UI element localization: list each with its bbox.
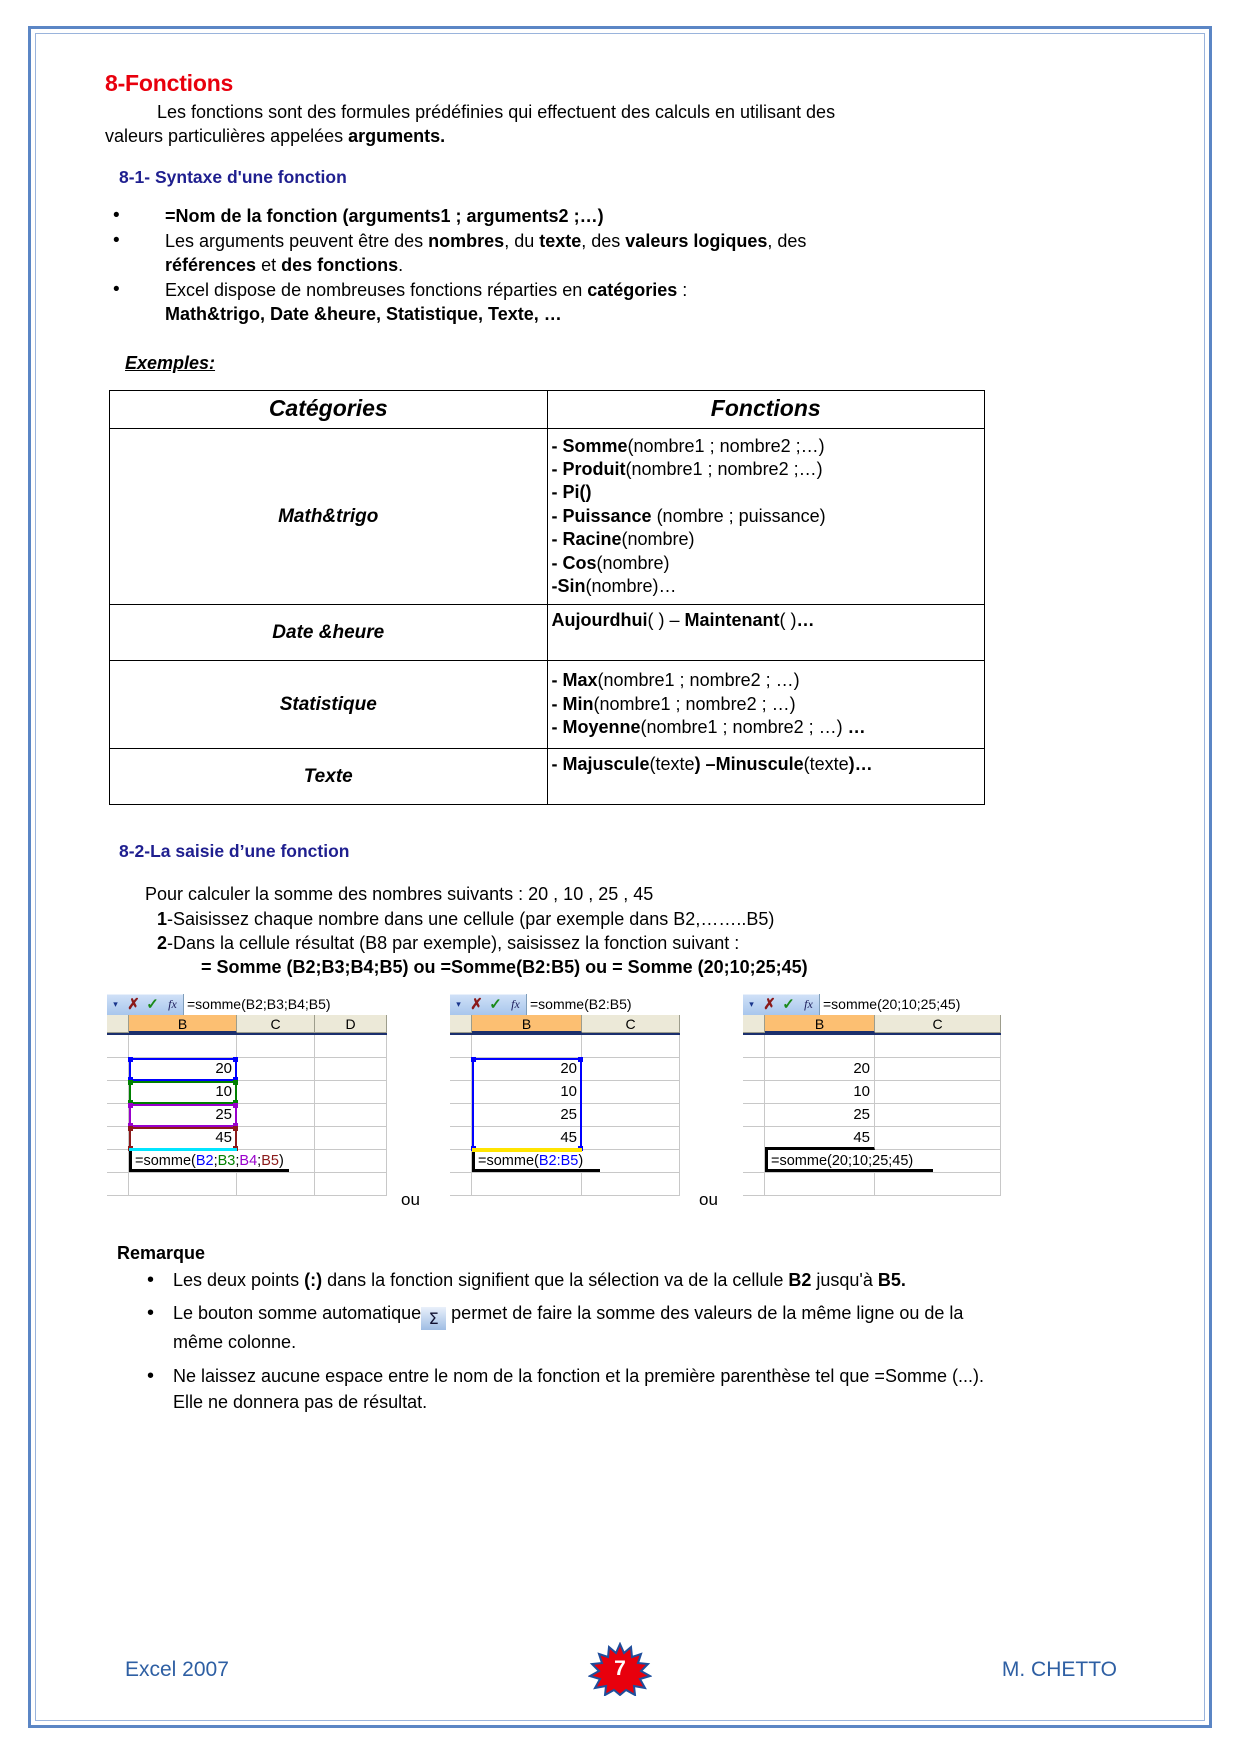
formula-token: B2:B5 xyxy=(538,1152,579,1169)
fn-bullet: - xyxy=(551,670,563,691)
formula-token: B4 xyxy=(239,1152,258,1169)
fn-name: Somme xyxy=(562,435,628,456)
fn-args: (nombre1 ; nombre2 ;…) xyxy=(625,459,823,480)
cell-b3[interactable]: 10 xyxy=(472,1081,582,1103)
formula-token: =somme( xyxy=(135,1152,196,1169)
cell-functions xyxy=(547,749,985,805)
list-item xyxy=(105,1268,1005,1294)
cell-b5[interactable]: 45 xyxy=(472,1127,582,1149)
syntax-bullet-2-h: références xyxy=(165,254,257,275)
fn-args: (texte xyxy=(649,754,695,775)
fn-args: ( ) – xyxy=(647,610,685,631)
grid-row xyxy=(450,1081,680,1104)
syntax-bullet-2-e: , des xyxy=(581,230,626,251)
cell-category: Texte xyxy=(110,749,548,805)
table-row xyxy=(110,749,985,805)
confirm-icon[interactable]: ✓ xyxy=(489,996,502,1014)
grid-row xyxy=(107,1058,387,1081)
cell-category: Statistique xyxy=(110,661,548,749)
fn-name: Produit xyxy=(562,459,626,480)
step-number-2: 2 xyxy=(157,932,168,953)
grid-row xyxy=(107,1127,387,1150)
formula-token: ) xyxy=(278,1152,284,1169)
cell-b2[interactable]: 20 xyxy=(765,1058,875,1080)
list-item xyxy=(105,1364,1005,1415)
grid-row xyxy=(743,1173,1001,1196)
remarque-1-colon: (:) xyxy=(304,1269,323,1290)
grid-row xyxy=(743,1104,1001,1127)
formula-input-1[interactable]: =somme(B2;B3;B4;B5) xyxy=(183,994,387,1015)
select-all-corner[interactable] xyxy=(107,1015,129,1033)
fn-bullet: - xyxy=(551,717,563,738)
cell-functions xyxy=(547,605,985,661)
syntax-bullet-2-f: valeurs logiques xyxy=(625,230,768,251)
intro-line-2-text: valeurs particulières appelées xyxy=(105,125,349,146)
syntax-bullet-2-i: et xyxy=(256,254,282,275)
chevron-down-icon[interactable]: ▾ xyxy=(749,999,754,1010)
remarque-1-b: dans la fonction signifient que la sélection va de la cellule xyxy=(322,1269,789,1290)
grid-2 xyxy=(450,1035,680,1196)
syntax-bullet-2-d: texte xyxy=(539,230,582,251)
grid-row xyxy=(743,1150,1001,1173)
grid-row xyxy=(743,1058,1001,1081)
chevron-down-icon[interactable]: ▾ xyxy=(456,999,461,1010)
autosum-icon[interactable]: Σ xyxy=(421,1307,446,1330)
column-header-b[interactable]: B xyxy=(765,1015,875,1033)
syntax-bullet-3-categories: Math&trigo, Date &heure, Statistique, Texte, … xyxy=(165,303,562,324)
cancel-icon[interactable]: ✗ xyxy=(127,996,140,1014)
page-title: 8-Fonctions xyxy=(105,70,234,96)
cancel-icon[interactable]: ✗ xyxy=(763,996,776,1014)
examples-label: Exemples: xyxy=(125,353,216,374)
remarque-1-b2: B2 xyxy=(788,1269,812,1290)
cancel-icon[interactable]: ✗ xyxy=(470,996,483,1014)
confirm-icon[interactable]: ✓ xyxy=(146,996,159,1014)
function-line xyxy=(552,481,981,504)
fn-name: Pi() xyxy=(562,482,592,503)
column-header-c[interactable]: C xyxy=(875,1015,1001,1033)
page-number-badge xyxy=(588,1642,652,1696)
grid-row xyxy=(107,1104,387,1127)
remarque-title: Remarque xyxy=(117,1242,206,1263)
fn-name: Max xyxy=(562,670,598,691)
heading-8-1: 8-1- Syntaxe d'une fonction xyxy=(119,166,347,187)
page-number: 7 xyxy=(614,1657,626,1680)
grid-row xyxy=(107,1035,387,1058)
fn-bullet: - xyxy=(551,529,563,550)
fn-bullet: - xyxy=(551,576,558,597)
grid-row xyxy=(107,1173,387,1196)
fn-name: Min xyxy=(562,693,594,714)
column-headers-2 xyxy=(450,1015,680,1035)
table-row xyxy=(110,661,985,749)
fn-name: Aujourdhui xyxy=(551,610,648,631)
grid-row xyxy=(450,1127,680,1150)
cell-b4[interactable]: 25 xyxy=(129,1104,237,1126)
fn-bullet: - xyxy=(551,435,563,456)
formula-bar-3[interactable] xyxy=(743,994,1001,1015)
syntax-bullet-list xyxy=(105,204,1005,327)
syntax-bullet-3-b: catégories xyxy=(587,279,678,300)
syntax-bullet-2-k: . xyxy=(398,254,404,275)
function-line xyxy=(552,528,981,551)
step-text-2: -Dans la cellule résultat (B8 par exemple), saisissez la fonction suivant : xyxy=(167,932,740,953)
document-content xyxy=(105,70,1005,1423)
function-icon[interactable]: fx xyxy=(804,997,813,1012)
excel-screenshot-1[interactable] xyxy=(107,994,387,1196)
fn-args-2: (texte xyxy=(803,754,849,775)
fn-name: Puissance xyxy=(562,505,657,526)
cell-b8-formula[interactable] xyxy=(765,1150,933,1172)
intro-line-1: Les fonctions sont des formules prédéfinies qui effectuent des calculs en utilisant des xyxy=(157,102,836,122)
formula-input-2[interactable]: =somme(B2:B5) xyxy=(526,994,680,1015)
column-header-d[interactable]: D xyxy=(315,1015,387,1033)
table-row xyxy=(110,605,985,661)
fn-name: Sin xyxy=(557,576,586,597)
excel-screenshot-2[interactable] xyxy=(450,994,680,1196)
column-header-b[interactable]: B xyxy=(129,1015,237,1033)
cell-category: Date &heure xyxy=(110,605,548,661)
function-line xyxy=(552,435,981,458)
fn-bullet: - xyxy=(551,552,563,573)
column-header-fonctions: Fonctions xyxy=(547,391,985,429)
remarque-1-c: jusqu'à xyxy=(811,1269,878,1290)
fn-name: Moyenne xyxy=(562,717,641,738)
column-headers-3 xyxy=(743,1015,1001,1035)
excel-screenshots-area xyxy=(105,994,1005,1229)
column-headers-1 xyxy=(107,1015,387,1035)
grid-row xyxy=(450,1058,680,1081)
cell-b5[interactable]: 45 xyxy=(765,1127,875,1150)
confirm-icon[interactable]: ✓ xyxy=(782,996,795,1014)
fn-bullet: - xyxy=(551,459,563,480)
grid-row xyxy=(107,1081,387,1104)
cell-b3[interactable]: 10 xyxy=(765,1081,875,1103)
syntax-bullet-2-a: Les arguments peuvent être des xyxy=(165,230,429,251)
footer-right-label: M. CHETTO xyxy=(1001,1658,1117,1681)
cell-b4[interactable]: 25 xyxy=(765,1104,875,1126)
grid-row xyxy=(450,1173,680,1196)
formula-token: B3 xyxy=(217,1152,236,1169)
step-line-0: Pour calculer la somme des nombres suivants : 20 , 10 , 25 , 45 xyxy=(145,884,654,905)
cell-b4[interactable]: 25 xyxy=(472,1104,582,1126)
remarque-1-b5: B5. xyxy=(877,1269,906,1290)
formula-token: =somme( xyxy=(478,1152,539,1169)
list-item xyxy=(105,229,1005,277)
cell-b2[interactable]: 20 xyxy=(129,1058,237,1080)
cell-b8-formula[interactable] xyxy=(129,1150,289,1172)
table-header-row xyxy=(110,391,985,429)
cell-b8-formula[interactable] xyxy=(472,1150,600,1172)
formula-token: B2 xyxy=(195,1152,214,1169)
formula-token: ; xyxy=(235,1152,240,1169)
column-header-categories: Catégories xyxy=(110,391,548,429)
grid-row xyxy=(450,1150,680,1173)
column-header-c[interactable]: C xyxy=(237,1015,315,1033)
step-text-1: -Saisissez chaque nombre dans une cellule (par exemple dans B2,……..B5) xyxy=(167,908,775,929)
cell-functions xyxy=(547,429,985,605)
function-line xyxy=(552,669,981,692)
grid-row xyxy=(450,1104,680,1127)
column-header-c[interactable]: C xyxy=(582,1015,680,1033)
formula-token: ) xyxy=(578,1152,584,1169)
cell-category: Math&trigo xyxy=(110,429,548,605)
or-separator-2: ou xyxy=(699,1189,718,1209)
step-formula-line: = Somme (B2;B3;B4;B5) ou =Somme(B2:B5) ou = Somme (20;10;25;45) xyxy=(201,957,808,978)
fn-args: (nombre1 ; nombre2 ; …) xyxy=(640,717,848,738)
formula-bar-1[interactable] xyxy=(107,994,387,1015)
fn-bullet: - xyxy=(551,693,563,714)
remarque-2-post: permet de faire la somme des valeurs de la même ligne ou de la même colonne. xyxy=(173,1303,964,1353)
intro-paragraph-2 xyxy=(105,125,1005,149)
function-line xyxy=(552,458,981,481)
intro-paragraph xyxy=(105,101,1005,125)
grid-1 xyxy=(107,1035,387,1196)
fn-name: Cos xyxy=(562,552,597,573)
remarque-3: Ne laissez aucune espace entre le nom de la fonction et la première parenthèse tel que =Somme (...). Elle ne donnera pas de résultat. xyxy=(173,1366,984,1412)
function-icon[interactable]: fx xyxy=(168,997,177,1012)
grid-row xyxy=(743,1127,1001,1150)
grid-row xyxy=(743,1035,1001,1058)
fn-name: Racine xyxy=(562,529,622,550)
syntax-bullet-3-c: : xyxy=(677,279,688,300)
footer-left-label: Excel 2007 xyxy=(125,1658,229,1681)
fn-args-2: ( ) xyxy=(779,610,797,631)
or-separator-1: ou xyxy=(401,1189,420,1209)
fn-args: (nombre)… xyxy=(585,576,677,597)
select-all-corner[interactable] xyxy=(450,1015,472,1033)
page-footer xyxy=(105,1642,1135,1696)
fn-tail: … xyxy=(847,717,866,738)
cell-b3[interactable]: 10 xyxy=(129,1081,237,1103)
cell-b5[interactable]: 45 xyxy=(129,1127,237,1149)
formula-bar-2[interactable] xyxy=(450,994,680,1015)
remarque-1-a: Les deux points xyxy=(173,1269,305,1290)
fn-args: (nombre ; puissance) xyxy=(656,505,826,526)
fn-name-2: Maintenant xyxy=(684,610,780,631)
fn-tail: … xyxy=(796,610,815,631)
steps-block xyxy=(105,882,1005,980)
chevron-down-icon[interactable]: ▾ xyxy=(113,999,118,1010)
function-line xyxy=(552,552,981,575)
function-line xyxy=(552,693,981,716)
select-all-corner[interactable] xyxy=(743,1015,765,1033)
functions-table xyxy=(109,390,985,805)
fn-name: Majuscule xyxy=(562,754,650,775)
fn-bullet: - xyxy=(551,754,563,775)
step-line-1 xyxy=(105,907,1005,931)
step-number-1: 1 xyxy=(157,908,168,929)
syntax-bullet-2-b: nombres xyxy=(428,230,505,251)
fn-args: (nombre1 ; nombre2 ; …) xyxy=(593,693,796,714)
grid-row xyxy=(743,1081,1001,1104)
list-item xyxy=(105,204,1005,228)
fn-args: (nombre1 ; nombre2 ;…) xyxy=(627,435,825,456)
grid-row xyxy=(450,1035,680,1058)
function-icon[interactable]: fx xyxy=(511,997,520,1012)
formula-token: ; xyxy=(213,1152,218,1169)
fn-bullet: - xyxy=(551,482,563,503)
formula-token: B5 xyxy=(261,1152,279,1169)
column-header-b[interactable]: B xyxy=(472,1015,582,1033)
fn-args: (nombre) xyxy=(596,552,670,573)
syntax-bullet-2-c: , du xyxy=(504,230,540,251)
excel-screenshot-3[interactable] xyxy=(743,994,1001,1196)
syntax-bullet-2-j: des fonctions xyxy=(281,254,399,275)
remarque-list xyxy=(105,1268,1005,1415)
cell-b2[interactable]: 20 xyxy=(472,1058,582,1080)
table-row xyxy=(110,429,985,605)
function-line xyxy=(552,716,981,739)
fn-args: (nombre) xyxy=(621,529,695,550)
fn-args: (nombre1 ; nombre2 ; …) xyxy=(597,670,800,691)
formula-token: ; xyxy=(257,1152,262,1169)
syntax-bullet-2-g: , des xyxy=(767,230,807,251)
function-line xyxy=(552,753,981,776)
function-line xyxy=(552,505,981,528)
formula-token: =somme(20;10;25;45) xyxy=(771,1152,914,1169)
grid-row xyxy=(107,1150,387,1173)
heading-8-2: 8-2-La saisie d’une fonction xyxy=(119,841,350,862)
function-line xyxy=(552,609,981,632)
list-item xyxy=(105,1301,1005,1356)
step-line-2 xyxy=(105,931,1005,955)
function-line xyxy=(552,575,981,598)
list-item xyxy=(105,278,1005,326)
syntax-bullet-3-a: Excel dispose de nombreuses fonctions réparties en xyxy=(165,279,588,300)
syntax-bullet-1: =Nom de la fonction (arguments1 ; arguments2 ;…) xyxy=(165,205,604,226)
remarque-2-pre: Le bouton somme automatique xyxy=(173,1303,422,1324)
fn-bullet: - xyxy=(551,505,563,526)
fn-tail: )… xyxy=(848,754,873,775)
formula-input-3[interactable]: =somme(20;10;25;45) xyxy=(819,994,1001,1015)
intro-line-2-bold: arguments. xyxy=(348,125,446,146)
fn-name-2: ) –Minuscule xyxy=(694,754,804,775)
grid-3 xyxy=(743,1035,1001,1196)
cell-functions xyxy=(547,661,985,749)
